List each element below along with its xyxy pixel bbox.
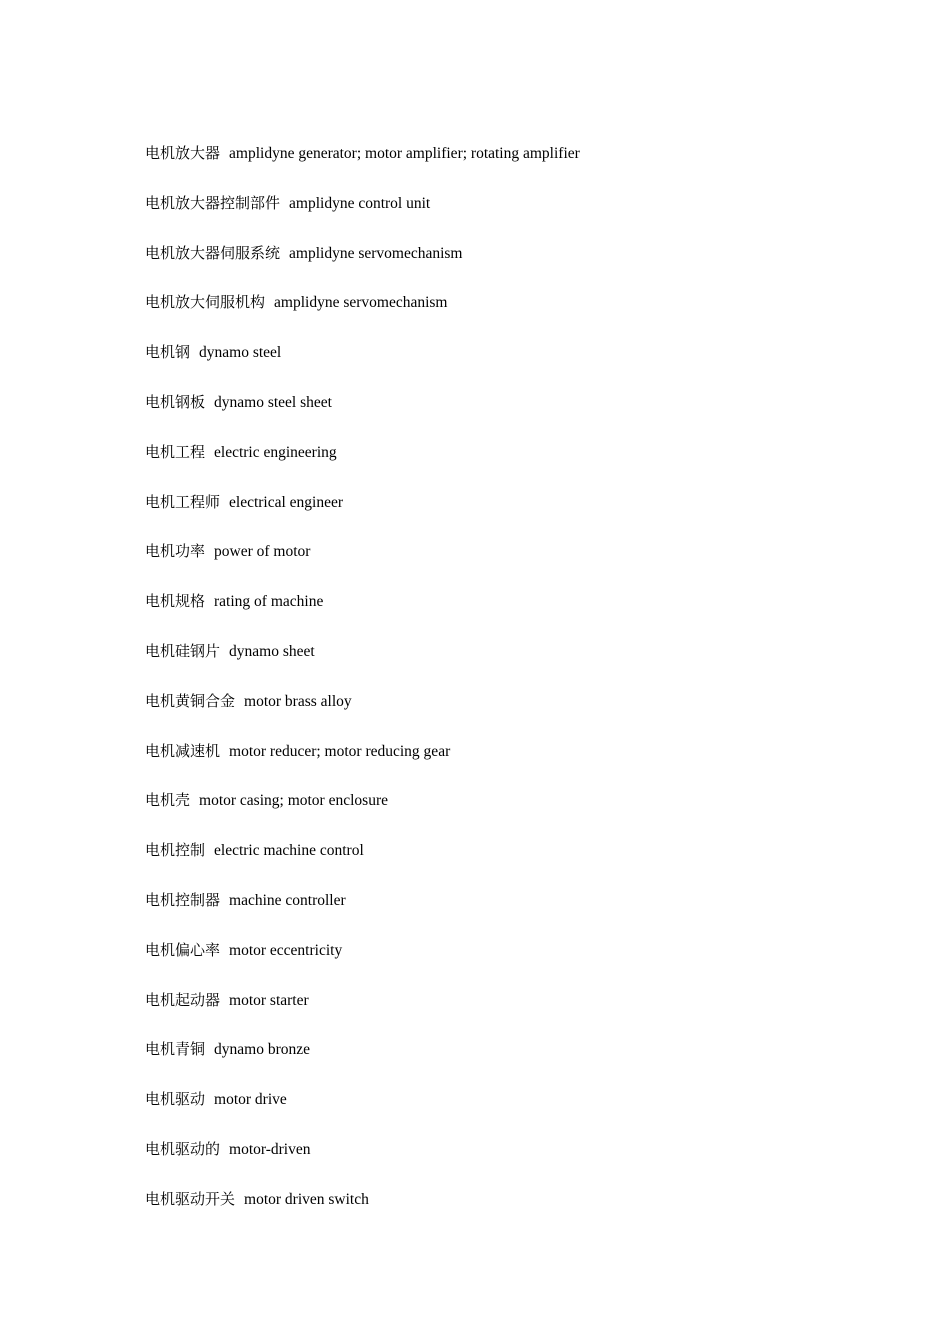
term-english: motor-driven: [229, 1140, 311, 1158]
term-chinese: 电机减速机: [145, 741, 221, 760]
glossary-entry: [145, 490, 905, 540]
glossary-entry: [145, 589, 905, 639]
term-chinese: 电机控制器: [145, 890, 221, 909]
term-english: amplidyne servomechanism: [289, 244, 463, 262]
term-chinese: 电机钢板: [145, 392, 206, 411]
term-chinese: 电机青铜: [145, 1040, 206, 1059]
glossary-entry: [145, 838, 905, 888]
term-chinese: 电机控制: [145, 841, 206, 860]
term-english: dynamo bronze: [214, 1041, 310, 1059]
term-english: electric engineering: [214, 443, 337, 461]
term-english: motor casing; motor enclosure: [199, 792, 388, 810]
term-chinese: 电机工程师: [145, 492, 221, 511]
glossary-entry: [145, 191, 905, 241]
glossary-entry: [145, 1137, 905, 1187]
glossary-entry: [145, 241, 905, 291]
glossary-entry: [145, 290, 905, 340]
term-english: dynamo steel: [199, 344, 282, 362]
term-english: motor drive: [214, 1091, 287, 1109]
term-english: machine controller: [229, 891, 346, 909]
term-english: motor eccentricity: [229, 941, 343, 959]
glossary-entry: [145, 1087, 905, 1137]
term-chinese: 电机规格: [145, 592, 206, 611]
term-english: motor driven switch: [244, 1190, 369, 1208]
term-chinese: 电机放大器: [145, 144, 221, 162]
glossary-list: [145, 141, 905, 1237]
glossary-entry: [145, 739, 905, 789]
term-chinese: 电机放大伺服机构: [145, 293, 266, 312]
term-chinese: 电机驱动的: [145, 1139, 221, 1158]
term-english: power of motor: [214, 543, 311, 561]
term-chinese: 电机硅钢片: [145, 641, 221, 660]
glossary-entry: [145, 639, 905, 689]
term-chinese: 电机放大器伺服系统: [145, 243, 281, 262]
term-chinese: 电机壳: [145, 791, 191, 810]
glossary-entry: [145, 340, 905, 390]
term-english: amplidyne control unit: [289, 194, 431, 212]
glossary-entry: [145, 1187, 905, 1237]
glossary-entry: [145, 938, 905, 988]
term-chinese: 电机黄铜合金: [145, 691, 236, 710]
term-english: motor reducer; motor reducing gear: [229, 742, 451, 760]
term-english: amplidyne servomechanism: [274, 294, 448, 312]
glossary-entry: [145, 788, 905, 838]
glossary-entry: [145, 689, 905, 739]
term-english: electrical engineer: [229, 493, 344, 511]
term-english: amplidyne generator; motor amplifier; rotating amplifier: [229, 145, 580, 162]
glossary-entry: [145, 141, 905, 191]
glossary-entry: [145, 988, 905, 1038]
glossary-entry: [145, 390, 905, 440]
glossary-entry: [145, 1037, 905, 1087]
term-english: motor starter: [229, 991, 309, 1009]
term-english: dynamo sheet: [229, 642, 315, 660]
term-english: dynamo steel sheet: [214, 393, 332, 411]
term-english: electric machine control: [214, 842, 364, 860]
glossary-entry: [145, 888, 905, 938]
term-chinese: 电机功率: [145, 542, 206, 561]
glossary-entry: [145, 539, 905, 589]
term-english: rating of machine: [214, 593, 324, 611]
term-chinese: 电机偏心率: [145, 940, 221, 959]
term-chinese: 电机放大器控制部件: [145, 193, 281, 212]
term-english: motor brass alloy: [244, 692, 352, 710]
glossary-entry: [145, 440, 905, 490]
term-chinese: 电机起动器: [145, 990, 221, 1009]
term-chinese: 电机驱动开关: [145, 1189, 236, 1208]
term-chinese: 电机驱动: [145, 1090, 206, 1109]
term-chinese: 电机工程: [145, 442, 206, 461]
term-chinese: 电机钢: [145, 343, 191, 362]
